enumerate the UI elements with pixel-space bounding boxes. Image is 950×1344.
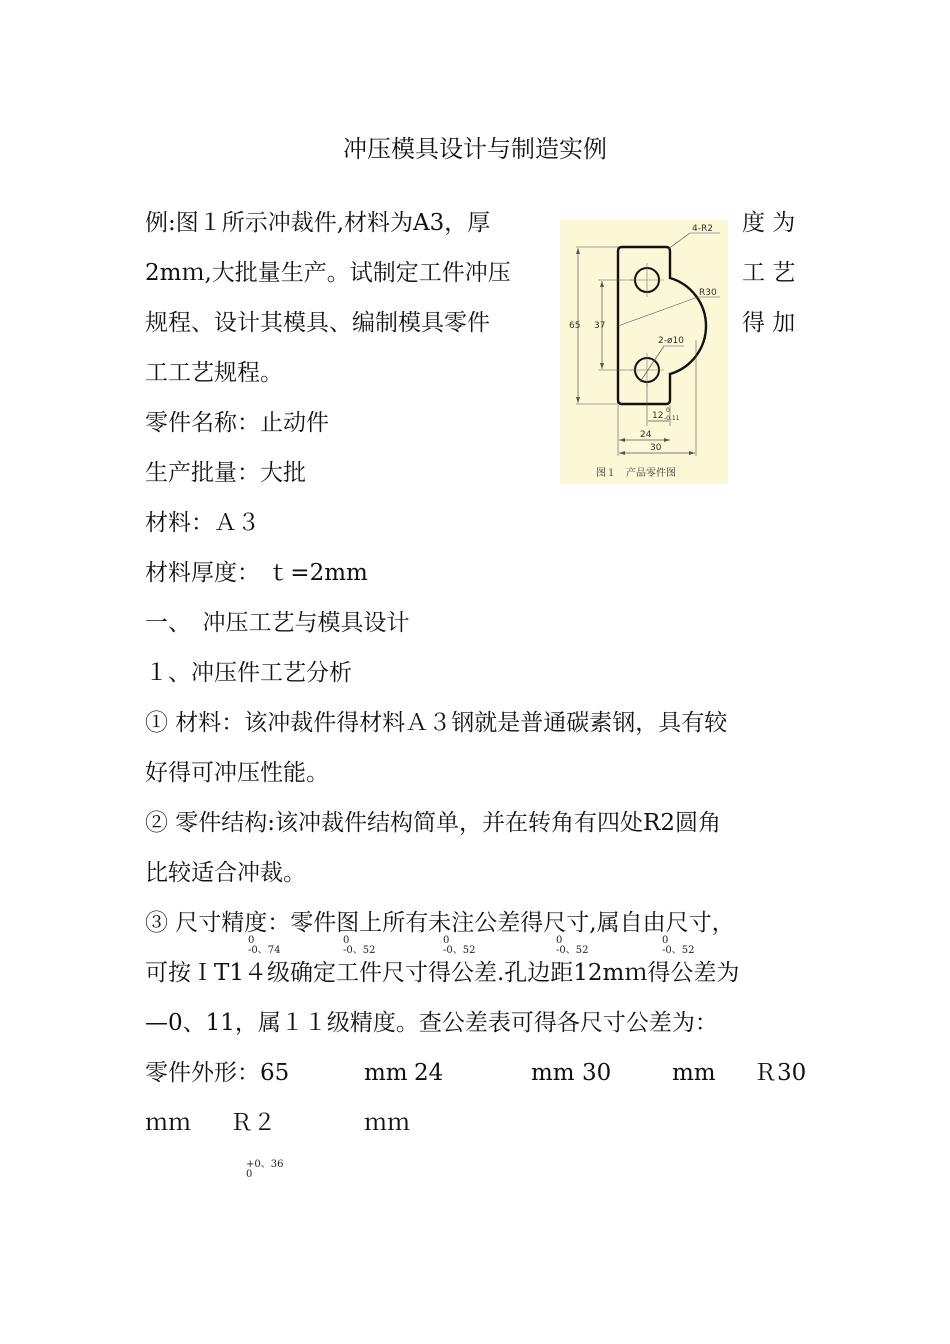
dim-width-outer-label: 30: [650, 443, 662, 453]
material-thickness: 材料厚度： ｔ=2mm: [145, 560, 368, 586]
subsection-heading: １、冲压件工艺分析: [145, 660, 352, 686]
unit-mm-4: ｍｍ: [145, 1110, 191, 1136]
outline-dimension-r30: Ｒ30: [754, 1060, 807, 1086]
hole-tolerance-upper: +0、36: [246, 1159, 284, 1170]
intro-line-4: 工工艺规程。: [145, 360, 283, 386]
dim-edge-tol-lower: -0.11: [664, 415, 680, 422]
paragraph-material-line-2: 好得可冲压性能。: [145, 760, 329, 786]
arc-radius-label: R30: [699, 288, 717, 298]
unit-mm-1: mm: [364, 1060, 408, 1086]
tolerance-r30-upper: 0: [556, 935, 563, 946]
paragraph-material-line-1: ① 材料：该冲裁件得材料Ａ３钢就是普通碳素钢，具有较: [145, 710, 728, 736]
dim-edge-label: 12: [652, 411, 664, 421]
tolerance-30-upper: 0: [443, 935, 450, 946]
paragraph-precision-line-2: 可按ＩT1４级确定工件尺寸得公差.孔边距12mｍ得公差为: [145, 960, 740, 986]
tolerance-24-lower: -0、52: [343, 945, 376, 956]
paragraph-structure-line-2: 比较适合冲裁。: [145, 860, 306, 886]
tolerance-65-lower: -0、74: [248, 945, 281, 956]
part-name: 零件名称：止动件: [145, 410, 329, 436]
dim-width-inner-label: 24: [640, 430, 652, 440]
paragraph-structure-line-1: ② 零件结构:该冲裁件结构简单，并在转角有四处R2圆角: [145, 810, 722, 836]
batch-size: 生产批量：大批: [145, 460, 306, 486]
hole-diameter-label: 2-ø10: [658, 336, 684, 346]
outline-dimension-65: 零件外形：65: [145, 1060, 290, 1086]
part-outline: [618, 247, 706, 404]
unit-mm-5: ｍｍ: [364, 1110, 410, 1136]
unit-mm-3: mm: [672, 1060, 716, 1086]
part-drawing-figure: [560, 220, 728, 484]
paragraph-precision-line-1: ③ 尺寸精度：零件图上所有未注公差得尺寸,属自由尺寸，: [145, 910, 735, 936]
tolerance-r2-upper: 0: [662, 935, 669, 946]
intro-line-1: 例:图１所示冲裁件,材料为A3，厚: [145, 210, 491, 236]
dim-spacing-label: 37: [594, 321, 606, 331]
tolerance-30-lower: -0、52: [443, 945, 476, 956]
part-drawing: [560, 220, 728, 484]
outline-dimension-24: 24: [414, 1060, 444, 1086]
intro-line-3-right: 得 加: [742, 310, 796, 336]
outline-dimension-r2: Ｒ２: [230, 1110, 276, 1136]
outline-dimension-30: 30: [582, 1060, 612, 1086]
material: 材料：Ａ３: [145, 510, 260, 536]
page-title: 冲压模具设计与制造实例: [343, 135, 607, 163]
intro-line-1-right: 度 为: [742, 210, 796, 236]
section-heading: 一、 冲压工艺与模具设计: [145, 610, 410, 636]
tolerance-24-upper: 0: [343, 935, 350, 946]
figure-caption: 图１ 产品零件图: [596, 468, 676, 479]
corner-radius-label: 4-R2: [692, 224, 713, 234]
hole-tolerance-lower: 0: [246, 1169, 253, 1180]
paragraph-precision-line-3: —0、11，属１１级精度。查公差表可得各尺寸公差为：: [145, 1010, 718, 1036]
tolerance-65-upper: 0: [248, 935, 255, 946]
intro-line-3: 规程、设计其模具、编制模具零件: [145, 310, 490, 336]
unit-mm-2: mm: [531, 1060, 575, 1086]
tolerance-r2-lower: -0、52: [662, 945, 695, 956]
tolerance-r30-lower: -0、52: [556, 945, 589, 956]
dim-height-label: 65: [569, 321, 581, 331]
dim-edge-tol-upper: 0: [666, 407, 670, 414]
intro-line-2: 2mｍ,大批量生产。试制定工件冲压: [145, 260, 511, 286]
intro-line-2-right: 工 艺: [742, 260, 796, 286]
